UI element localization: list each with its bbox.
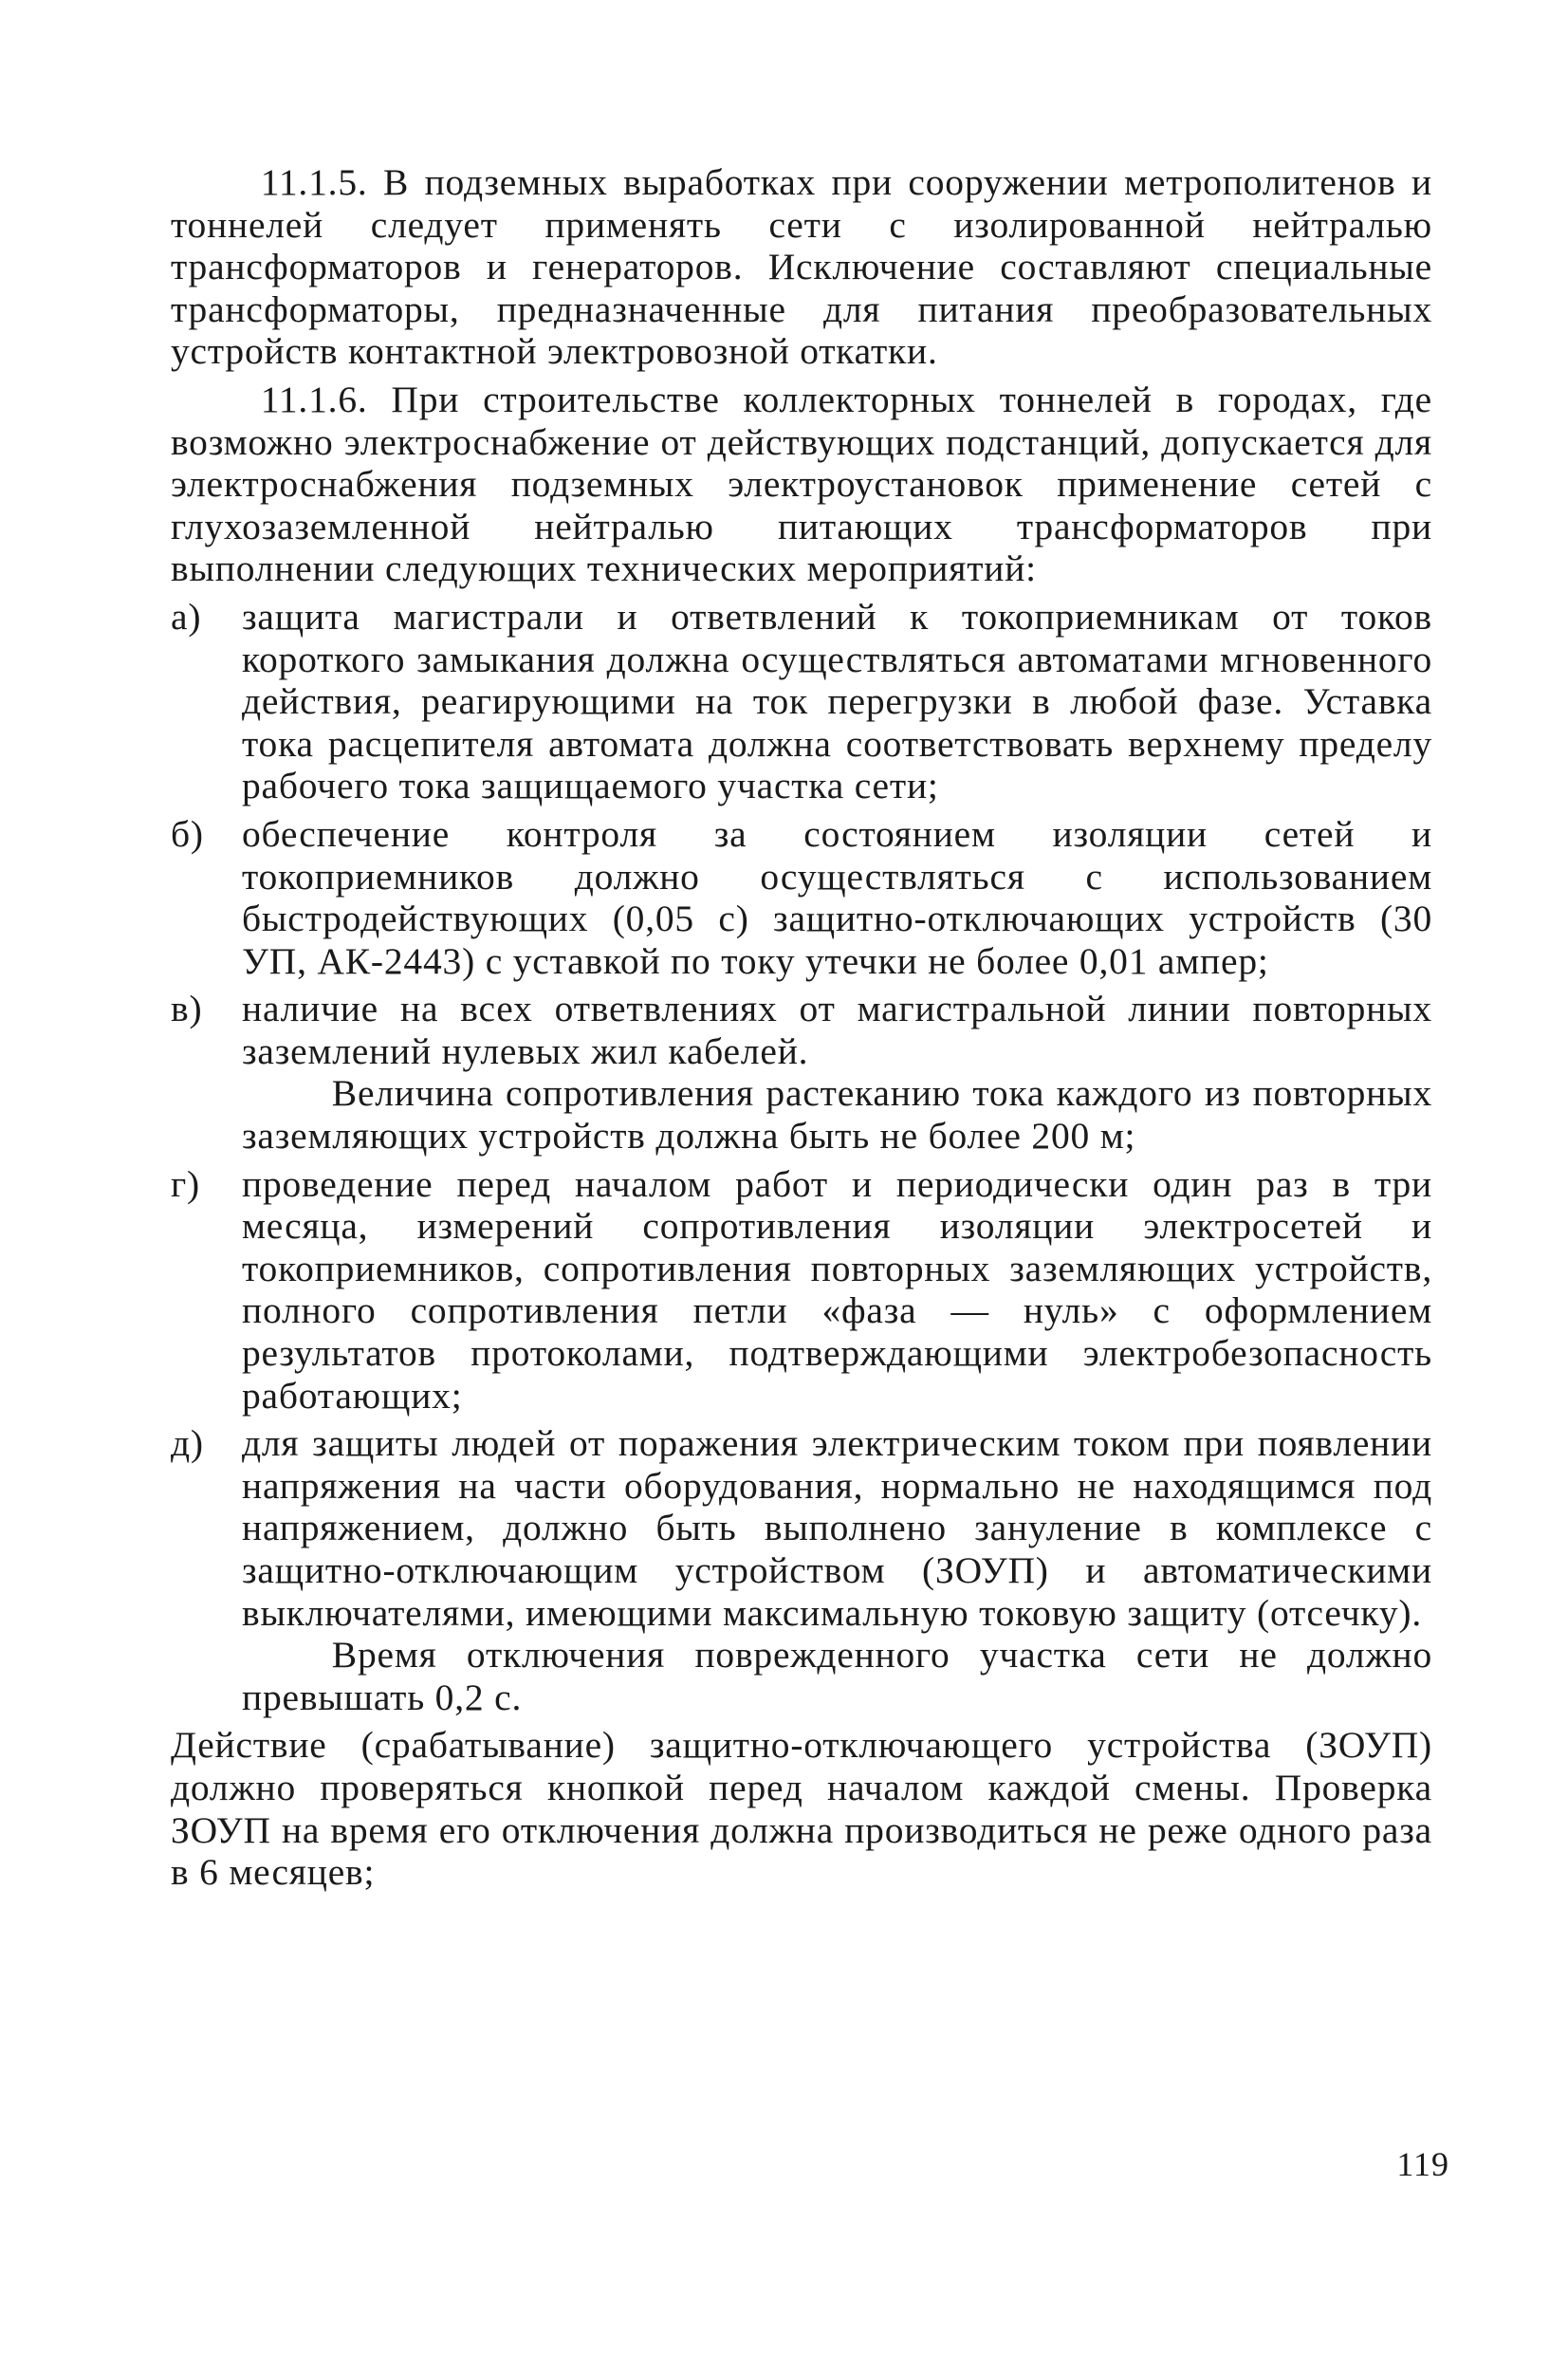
list-item-text: наличие на всех ответвлениях от магистральной линии повторных заземлений нулевых жил кабелей. bbox=[242, 988, 1432, 1072]
page-number: 119 bbox=[1396, 2145, 1449, 2183]
list-item-text: защита магистрали и ответвлений к токоприемникам от токов короткого замыкания должна осуществляться автоматами мгновенного действия, реагирующими на ток перегрузки в любой фазе. Уставка тока расцепителя автомата должна соответствовать верхнему пределу рабочего тока защищаемого участка сети; bbox=[242, 595, 1432, 807]
closing-paragraph: Действие (срабатывание) защитно-отключающего устройства (ЗОУП) должно проверяться кнопкой перед началом каждой смены. Проверка ЗОУП на время его отключения должна производиться не реже одного раза в 6 месяцев; bbox=[171, 1724, 1432, 1894]
list-marker: в) bbox=[171, 988, 203, 1030]
list-item-d bbox=[171, 1422, 1432, 1634]
list-item-d-note: Время отключения поврежденного участка сети не должно превышать 0,2 с. bbox=[242, 1634, 1432, 1718]
list-item-b bbox=[171, 813, 1432, 982]
list-item-g bbox=[171, 1163, 1432, 1417]
list-item-v bbox=[171, 988, 1432, 1072]
paragraph-11-1-5: 11.1.5. В подземных выработках при сооружении метрополитенов и тоннелей следует применять сети с изолированной нейтралью трансформаторов и генераторов. Исключение составляют специальные трансформаторы, предназначенные для питания преобразовательных устройств контактной электровозной откатки. bbox=[171, 161, 1432, 373]
list-marker: г) bbox=[171, 1162, 200, 1205]
list-item-text: проведение перед началом работ и периодически один раз в три месяца, измерений сопротивления изоляции электросетей и токоприемников, сопротивления повторных заземляющих устройств, полного сопротивления петли «фаза — нуль» с оформлением результатов протоколами, подтверждающими электробезопасность работающих; bbox=[242, 1162, 1432, 1417]
list-item-text: обеспечение контроля за состоянием изоляции сетей и токоприемников должно осуществляться с использованием быстродействующих (0,05 с) защитно-отключающих устройств (30 УП, АК-2443) с уставкой по току утечки не более 0,01 ампер; bbox=[242, 812, 1432, 982]
list-item-v-note: Величина сопротивления растеканию тока каждого из повторных заземляющих устройств должна быть не более 200 м; bbox=[242, 1072, 1432, 1158]
list-item-a bbox=[171, 596, 1432, 807]
list-marker: д) bbox=[171, 1422, 204, 1465]
paragraph-11-1-6: 11.1.6. При строительстве коллекторных тоннелей в городах, где возможно электроснабжение от действующих подстанций, допускается для электроснабжения подземных электроустановок применение сетей с глухозаземленной нейтралью питающих трансформаторов при выполнении следующих технических мероприятий: bbox=[171, 378, 1432, 590]
list-marker: б) bbox=[171, 812, 204, 855]
list-item-text: для защиты людей от поражения электрическим током при появлении напряжения на части оборудования, нормально не находящимся под напряжением, должно быть выполнено зануление в комплексе с защитно-отключающим устройством (ЗОУП) и автоматическими выключателями, имеющими максимальную токовую защиту (отсечку). bbox=[242, 1422, 1432, 1634]
list-marker: а) bbox=[171, 595, 202, 638]
page-body bbox=[171, 161, 1432, 1894]
